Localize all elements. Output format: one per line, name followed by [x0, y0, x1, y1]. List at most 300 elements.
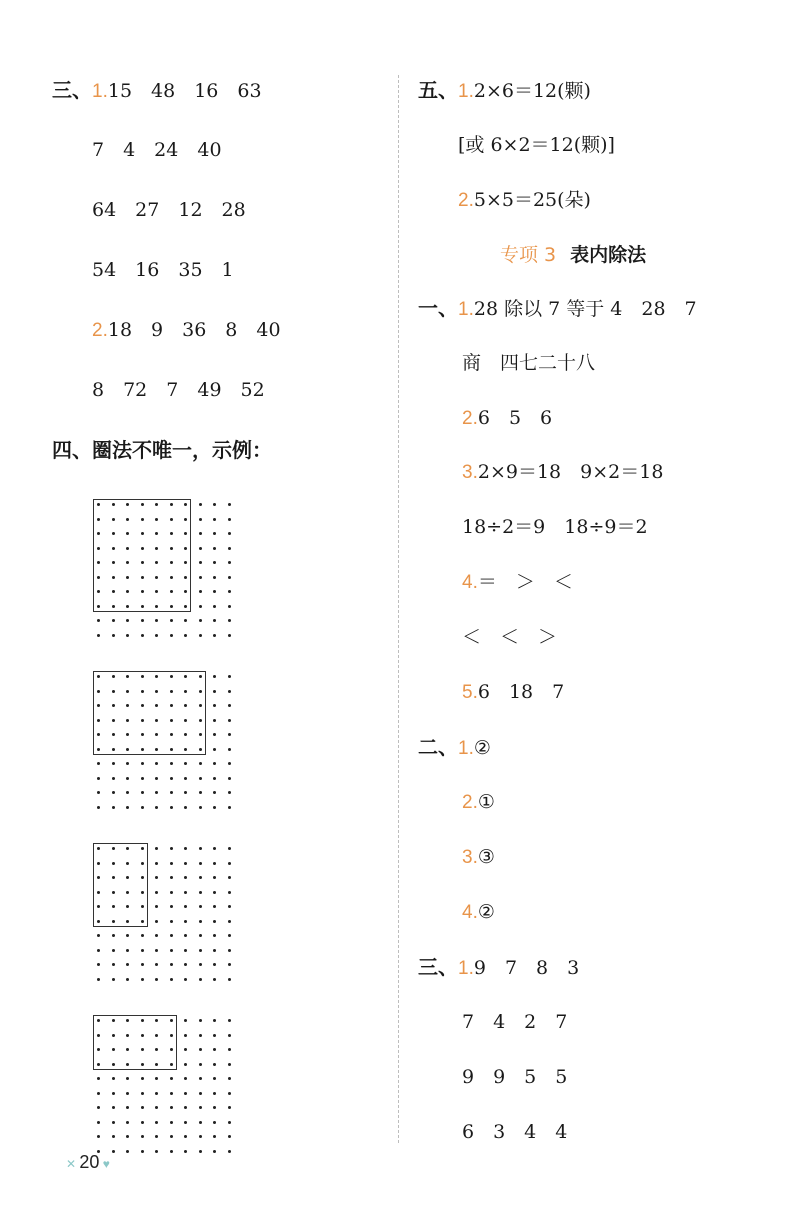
grid-dot — [184, 1106, 187, 1109]
grid-dot — [97, 634, 100, 637]
grid-dot — [228, 1063, 231, 1066]
left-s3-row2: 7 4 24 40 — [92, 139, 222, 161]
grid-dot — [228, 891, 231, 894]
grid-dot — [155, 862, 158, 865]
grid-dot — [199, 905, 202, 908]
grid-dot — [213, 777, 216, 780]
page-number — [66, 1152, 110, 1173]
grid-dot — [155, 777, 158, 780]
grid-dot — [199, 576, 202, 579]
grid-dot — [126, 1121, 129, 1124]
grid-dot — [155, 791, 158, 794]
grid-dot — [199, 777, 202, 780]
left-s3-row4: 54 16 35 1 — [92, 259, 234, 281]
grid-dot — [199, 634, 202, 637]
grid-dot — [184, 978, 187, 981]
right-s1-row5: 18÷2＝9 18÷9＝2 — [462, 516, 648, 538]
answer-text: ② — [473, 737, 491, 759]
grid-dot — [112, 791, 115, 794]
grid-dot — [184, 876, 187, 879]
grid-dot — [170, 1106, 173, 1109]
right-s5-row3 — [458, 188, 591, 213]
grid-dot — [112, 1150, 115, 1153]
answer-text: 5×5＝25(朵) — [473, 189, 591, 211]
grid-dot — [141, 806, 144, 809]
grid-dot — [213, 806, 216, 809]
grid-dot — [213, 1019, 216, 1022]
grid-dot — [228, 978, 231, 981]
circled-region — [93, 671, 206, 755]
grid-dot — [97, 978, 100, 981]
grid-dot — [213, 605, 216, 608]
answer-text: ③ — [477, 846, 495, 868]
grid-dot — [184, 949, 187, 952]
grid-dot — [141, 791, 144, 794]
grid-dot — [228, 949, 231, 952]
answer-text: 6 5 6 — [477, 407, 553, 429]
grid-dot — [228, 1121, 231, 1124]
grid-dot — [228, 561, 231, 564]
grid-dot — [199, 518, 202, 521]
grid-dot — [213, 590, 216, 593]
grid-dot — [170, 1150, 173, 1153]
answer-text: ① — [477, 791, 495, 813]
grid-dot — [213, 561, 216, 564]
grid-dot — [228, 748, 231, 751]
grid-dot — [228, 576, 231, 579]
grid-dot — [97, 949, 100, 952]
grid-dot — [97, 777, 100, 780]
grid-dot — [199, 1077, 202, 1080]
grid-dot — [228, 934, 231, 937]
grid-dot — [170, 619, 173, 622]
dot-grid-1 — [93, 499, 228, 634]
right-s1-row7: ＜ ＜ ＞ — [462, 626, 558, 648]
grid-dot — [228, 675, 231, 678]
grid-dot — [213, 862, 216, 865]
grid-dot — [170, 847, 173, 850]
grid-dot — [184, 1048, 187, 1051]
grid-dot — [199, 891, 202, 894]
item-number: 2. — [462, 792, 478, 813]
grid-dot — [184, 934, 187, 937]
right-s3-row4: 6 3 4 4 — [462, 1121, 568, 1143]
left-s3-row6: 8 72 7 49 52 — [92, 379, 265, 401]
grid-dot — [97, 619, 100, 622]
grid-dot — [184, 920, 187, 923]
grid-dot — [155, 806, 158, 809]
grid-dot — [170, 1092, 173, 1095]
grid-dot — [199, 978, 202, 981]
grid-dot — [213, 675, 216, 678]
grid-dot — [155, 847, 158, 850]
grid-dot — [228, 503, 231, 506]
section-heading: 五、 — [418, 78, 458, 102]
grid-dot — [97, 762, 100, 765]
grid-dot — [228, 590, 231, 593]
grid-dot — [199, 876, 202, 879]
grid-dot — [126, 1092, 129, 1095]
grid-dot — [199, 1106, 202, 1109]
item-number: 4. — [462, 902, 478, 923]
grid-dot — [184, 777, 187, 780]
grid-dot — [213, 762, 216, 765]
right-s1-row1 — [418, 296, 697, 322]
grid-dot — [170, 1077, 173, 1080]
dot-grid-4 — [93, 1015, 228, 1150]
column-divider — [398, 75, 399, 1143]
grid-dot — [126, 978, 129, 981]
grid-dot — [199, 963, 202, 966]
grid-dot — [155, 762, 158, 765]
grid-dot — [112, 777, 115, 780]
topic-title — [500, 240, 646, 267]
answer-text: 9 7 8 3 — [473, 957, 580, 979]
grid-dot — [199, 762, 202, 765]
grid-dot — [213, 1092, 216, 1095]
grid-dot — [199, 1034, 202, 1037]
answer-text: 28 除以 7 等于 4 28 7 — [473, 298, 697, 320]
grid-dot — [112, 619, 115, 622]
grid-dot — [213, 719, 216, 722]
grid-dot — [228, 1048, 231, 1051]
grid-dot — [199, 561, 202, 564]
grid-dot — [170, 777, 173, 780]
grid-dot — [228, 806, 231, 809]
grid-dot — [184, 1034, 187, 1037]
grid-dot — [112, 1077, 115, 1080]
grid-dot — [155, 963, 158, 966]
grid-dot — [213, 518, 216, 521]
grid-dot — [199, 547, 202, 550]
grid-dot — [97, 963, 100, 966]
left-s4-heading — [52, 438, 272, 463]
grid-dot — [199, 949, 202, 952]
grid-dot — [199, 1135, 202, 1138]
grid-dot — [213, 1106, 216, 1109]
item-number: 2. — [92, 320, 108, 341]
grid-dot — [213, 748, 216, 751]
item-number: 1. — [458, 738, 474, 759]
grid-dot — [97, 791, 100, 794]
grid-dot — [199, 920, 202, 923]
item-number: 1. — [458, 958, 474, 979]
section-heading: 二、 — [418, 735, 458, 759]
item-number: 3. — [462, 847, 478, 868]
grid-dot — [126, 1150, 129, 1153]
section-heading: 三、 — [52, 78, 92, 102]
grid-dot — [213, 1048, 216, 1051]
grid-dot — [199, 1048, 202, 1051]
circled-region — [93, 1015, 177, 1070]
grid-dot — [141, 949, 144, 952]
grid-dot — [228, 1106, 231, 1109]
grid-dot — [141, 1092, 144, 1095]
grid-dot — [141, 934, 144, 937]
right-s3-row2: 7 4 2 7 — [462, 1011, 568, 1033]
grid-dot — [213, 619, 216, 622]
grid-dot — [213, 978, 216, 981]
grid-dot — [141, 1077, 144, 1080]
grid-dot — [155, 1150, 158, 1153]
grid-dot — [184, 891, 187, 894]
grid-dot — [213, 1034, 216, 1037]
grid-dot — [170, 920, 173, 923]
grid-dot — [141, 978, 144, 981]
grid-dot — [112, 934, 115, 937]
grid-dot — [141, 634, 144, 637]
right-s1-row2: 商 四七二十八 — [462, 352, 596, 374]
grid-dot — [228, 547, 231, 550]
grid-dot — [97, 1077, 100, 1080]
grid-dot — [228, 619, 231, 622]
grid-dot — [213, 1135, 216, 1138]
grid-dot — [141, 1106, 144, 1109]
item-number: 2. — [458, 190, 474, 211]
grid-dot — [126, 1077, 129, 1080]
grid-dot — [170, 1135, 173, 1138]
grid-dot — [199, 619, 202, 622]
right-s2-row2 — [462, 790, 495, 815]
grid-dot — [199, 806, 202, 809]
grid-dot — [141, 1135, 144, 1138]
grid-dot — [170, 1121, 173, 1124]
grid-dot — [184, 963, 187, 966]
right-s3-row1 — [418, 955, 579, 981]
right-s2-row3 — [462, 845, 495, 870]
grid-dot — [213, 532, 216, 535]
item-number: 1. — [458, 81, 474, 102]
grid-dot — [155, 1135, 158, 1138]
grid-dot — [228, 920, 231, 923]
grid-dot — [155, 934, 158, 937]
grid-dot — [170, 891, 173, 894]
right-s2-row1 — [418, 735, 491, 761]
grid-dot — [228, 1150, 231, 1153]
answer-text: ② — [477, 901, 495, 923]
grid-dot — [126, 949, 129, 952]
grid-dot — [228, 777, 231, 780]
grid-dot — [170, 862, 173, 865]
grid-dot — [170, 806, 173, 809]
grid-dot — [228, 1034, 231, 1037]
grid-dot — [155, 905, 158, 908]
circled-region — [93, 843, 148, 927]
right-s1-row3 — [462, 406, 552, 431]
grid-dot — [228, 762, 231, 765]
grid-dot — [126, 934, 129, 937]
item-number: 4. — [462, 572, 478, 593]
answer-text: 18 9 36 8 40 — [107, 319, 281, 341]
grid-dot — [97, 806, 100, 809]
grid-dot — [213, 905, 216, 908]
topic-name: 表内除法 — [570, 244, 647, 266]
grid-dot — [184, 1063, 187, 1066]
grid-dot — [228, 905, 231, 908]
right-s2-row4 — [462, 900, 495, 925]
grid-dot — [141, 762, 144, 765]
grid-dot — [213, 963, 216, 966]
grid-dot — [126, 963, 129, 966]
grid-dot — [126, 634, 129, 637]
grid-dot — [213, 1077, 216, 1080]
right-s1-row8 — [462, 680, 564, 705]
grid-dot — [184, 1019, 187, 1022]
grid-dot — [228, 605, 231, 608]
grid-dot — [170, 978, 173, 981]
grid-dot — [228, 704, 231, 707]
grid-dot — [228, 862, 231, 865]
ornament-icon: ♥ — [99, 1157, 110, 1171]
dot-grid-2 — [93, 671, 228, 806]
right-s5-row2: [或 6×2＝12(颗)] — [458, 134, 615, 156]
answer-text: 6 18 7 — [477, 681, 565, 703]
grid-dot — [213, 847, 216, 850]
grid-dot — [184, 1092, 187, 1095]
grid-dot — [97, 1092, 100, 1095]
section-text: 圈法不唯一，示例： — [92, 438, 272, 462]
answer-text: 2×9＝18 9×2＝18 — [477, 461, 664, 483]
grid-dot — [184, 791, 187, 794]
grid-dot — [126, 1135, 129, 1138]
grid-dot — [112, 1106, 115, 1109]
item-number: 1. — [458, 299, 474, 320]
grid-dot — [126, 777, 129, 780]
grid-dot — [141, 963, 144, 966]
left-s3-row5 — [92, 318, 281, 343]
grid-dot — [213, 949, 216, 952]
grid-dot — [228, 1135, 231, 1138]
grid-dot — [112, 806, 115, 809]
circled-region — [93, 499, 191, 612]
grid-dot — [213, 791, 216, 794]
grid-dot — [155, 876, 158, 879]
grid-dot — [112, 963, 115, 966]
grid-dot — [184, 634, 187, 637]
grid-dot — [184, 1135, 187, 1138]
left-s3-row1 — [52, 78, 262, 104]
section-heading: 一、 — [418, 296, 458, 320]
grid-dot — [228, 733, 231, 736]
grid-dot — [141, 1121, 144, 1124]
grid-dot — [170, 762, 173, 765]
grid-dot — [155, 920, 158, 923]
grid-dot — [170, 963, 173, 966]
section-heading: 四、 — [52, 438, 92, 462]
grid-dot — [141, 619, 144, 622]
grid-dot — [199, 847, 202, 850]
grid-dot — [199, 1063, 202, 1066]
grid-dot — [199, 862, 202, 865]
answer-text: ＝ ＞ ＜ — [477, 571, 573, 593]
answer-text: 2×6＝12(颗) — [473, 80, 591, 102]
grid-dot — [112, 978, 115, 981]
grid-dot — [228, 1092, 231, 1095]
grid-dot — [228, 634, 231, 637]
grid-dot — [126, 1106, 129, 1109]
grid-dot — [155, 634, 158, 637]
grid-dot — [112, 1121, 115, 1124]
grid-dot — [126, 791, 129, 794]
grid-dot — [228, 518, 231, 521]
grid-dot — [213, 1063, 216, 1066]
grid-dot — [184, 1150, 187, 1153]
grid-dot — [213, 934, 216, 937]
grid-dot — [170, 791, 173, 794]
grid-dot — [213, 576, 216, 579]
grid-dot — [126, 619, 129, 622]
grid-dot — [228, 847, 231, 850]
grid-dot — [213, 690, 216, 693]
grid-dot — [170, 876, 173, 879]
grid-dot — [184, 1121, 187, 1124]
ornament-icon: ✕ — [66, 1157, 80, 1171]
grid-dot — [184, 1077, 187, 1080]
grid-dot — [213, 1121, 216, 1124]
grid-dot — [199, 532, 202, 535]
grid-dot — [112, 634, 115, 637]
right-s5-row1 — [418, 78, 591, 104]
grid-dot — [112, 949, 115, 952]
grid-dot — [155, 949, 158, 952]
grid-dot — [184, 762, 187, 765]
grid-dot — [199, 791, 202, 794]
grid-dot — [213, 920, 216, 923]
page-number-text: 20 — [79, 1152, 100, 1172]
grid-dot — [112, 1135, 115, 1138]
section-heading: 三、 — [418, 955, 458, 979]
grid-dot — [213, 503, 216, 506]
dot-grid-3 — [93, 843, 228, 978]
right-s1-row6 — [462, 570, 573, 595]
item-number: 1. — [92, 81, 108, 102]
grid-dot — [170, 905, 173, 908]
grid-dot — [170, 934, 173, 937]
grid-dot — [155, 1077, 158, 1080]
item-number: 3. — [462, 462, 478, 483]
grid-dot — [184, 619, 187, 622]
grid-dot — [228, 791, 231, 794]
item-number: 2. — [462, 408, 478, 429]
grid-dot — [155, 1106, 158, 1109]
grid-dot — [155, 891, 158, 894]
grid-dot — [155, 978, 158, 981]
grid-dot — [199, 934, 202, 937]
grid-dot — [213, 547, 216, 550]
grid-dot — [213, 704, 216, 707]
grid-dot — [184, 905, 187, 908]
grid-dot — [199, 503, 202, 506]
left-s3-row3: 64 27 12 28 — [92, 199, 246, 221]
topic-label: 专项 3 — [500, 244, 557, 266]
grid-dot — [199, 1092, 202, 1095]
grid-dot — [155, 619, 158, 622]
grid-dot — [184, 847, 187, 850]
grid-dot — [213, 1150, 216, 1153]
grid-dot — [126, 762, 129, 765]
grid-dot — [199, 590, 202, 593]
grid-dot — [97, 934, 100, 937]
grid-dot — [228, 719, 231, 722]
grid-dot — [228, 532, 231, 535]
grid-dot — [199, 1121, 202, 1124]
grid-dot — [228, 690, 231, 693]
right-s1-row4 — [462, 460, 663, 485]
grid-dot — [170, 949, 173, 952]
grid-dot — [141, 777, 144, 780]
grid-dot — [97, 1106, 100, 1109]
grid-dot — [213, 634, 216, 637]
